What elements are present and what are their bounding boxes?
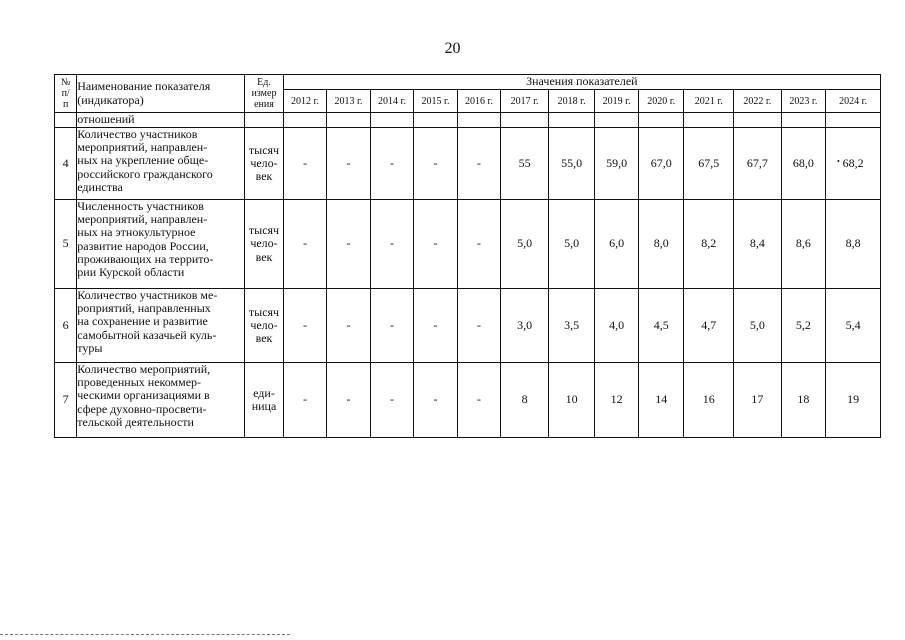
value-cell: -: [327, 289, 371, 363]
value-cell: -: [283, 128, 327, 200]
table-row: [55, 363, 881, 438]
value-cell: 5,2: [781, 289, 826, 363]
header-indicator-name: Наименование показателя (индикатора): [77, 75, 245, 113]
value-cell: 5,0: [501, 200, 549, 289]
value-cell: 18: [781, 363, 826, 438]
scan-edge-line: [0, 634, 290, 636]
empty-cell: [548, 113, 595, 128]
empty-cell: [684, 113, 734, 128]
row-number: 5: [55, 200, 77, 289]
empty-cell: [734, 113, 782, 128]
header-number: [55, 75, 77, 113]
indicator-name-line: мероприятий, направлен-: [77, 140, 208, 155]
indicator-name: [77, 363, 245, 438]
unit-line: ница: [251, 399, 277, 413]
header-year: 2016 г.: [457, 90, 501, 113]
unit-line: век: [255, 169, 273, 184]
empty-cell: [501, 113, 549, 128]
row-number: 7: [55, 363, 77, 438]
value-cell: 3,0: [501, 289, 549, 363]
value-cell: 10: [548, 363, 595, 438]
unit-line: тысяч: [248, 304, 280, 319]
value-cell: 67,5: [684, 128, 734, 200]
row-number: [55, 113, 77, 128]
indicator-name: [77, 128, 245, 200]
value-cell: 17: [734, 363, 782, 438]
value-cell: 4,0: [595, 289, 639, 363]
value-cell: 5,0: [734, 289, 782, 363]
table-row: [55, 128, 881, 200]
header-year: 2023 г.: [781, 90, 826, 113]
header-year: 2021 г.: [684, 90, 734, 113]
header-number-line: п/: [61, 88, 70, 99]
unit-line: тысяч: [248, 142, 280, 157]
indicator-name-line: Численность участников: [77, 199, 204, 213]
table-row: [55, 289, 881, 363]
page-number: 20: [444, 40, 461, 57]
indicator-name: [77, 289, 245, 363]
header-year: 2014 г.: [370, 90, 414, 113]
value-cell: -: [370, 289, 414, 363]
unit-line: тысяч: [248, 223, 280, 238]
value-cell: -: [283, 289, 327, 363]
scan-mark: •: [837, 157, 840, 166]
value-cell: -: [327, 128, 371, 200]
header-row-top: [55, 75, 881, 90]
indicator-name-line: Количество мероприятий,: [77, 362, 211, 376]
indicator-name-line: сфере духовно-просвети-: [77, 401, 207, 416]
value-cell: 4,7: [684, 289, 734, 363]
value-cell: -: [457, 128, 501, 200]
value-cell: -: [327, 200, 371, 289]
header-year: 2024 г.: [826, 90, 881, 113]
value-cell: 8,4: [734, 200, 782, 289]
value-cell: 4,5: [638, 289, 684, 363]
empty-cell: [638, 113, 684, 128]
unit-cell: [245, 128, 283, 200]
indicator-name-line: Количество участников ме-: [77, 288, 218, 302]
indicator-name-line: рии Курской области: [77, 264, 185, 279]
header-unit-line: Ед.: [257, 77, 271, 88]
value-cell: 59,0: [595, 128, 639, 200]
unit-line: еди-: [253, 385, 275, 400]
value-cell: -: [283, 363, 327, 438]
header-year: 2018 г.: [548, 90, 595, 113]
value-cell: 6,0: [595, 200, 639, 289]
header-unit-line: ения: [254, 99, 274, 110]
value-cell: 3,5: [548, 289, 595, 363]
value-cell: 55: [501, 128, 549, 200]
header-year: 2022 г.: [734, 90, 782, 113]
indicator-name-line: российского гражданского: [77, 166, 213, 181]
empty-cell: [245, 113, 283, 128]
value-cell: 55,0: [548, 128, 595, 200]
value-cell: 16: [684, 363, 734, 438]
value-cell: -: [414, 200, 458, 289]
value-cell: -: [414, 289, 458, 363]
value-cell: 67,7: [734, 128, 782, 200]
indicator-name-line: проведенных некоммер-: [77, 375, 202, 390]
value-cell: 5,4: [826, 289, 881, 363]
header-year: 2017 г.: [501, 90, 549, 113]
header-year: 2013 г.: [327, 90, 371, 113]
header-year: 2020 г.: [638, 90, 684, 113]
unit-line: век: [255, 331, 273, 346]
value-cell: -: [370, 363, 414, 438]
empty-cell: [370, 113, 414, 128]
value-cell: -: [457, 363, 501, 438]
indicator-name-line: туры: [77, 340, 103, 355]
header-values-title: Значения показателей: [283, 75, 880, 90]
unit-line: чело-: [250, 317, 278, 332]
value-cell: 8,0: [638, 200, 684, 289]
indicator-name-line: мероприятий, направлен-: [77, 212, 208, 227]
indicator-name-line: Количество участников: [77, 127, 198, 141]
indicator-name-line: единства: [77, 179, 123, 194]
value-cell: 5,0: [548, 200, 595, 289]
value-cell: -: [457, 289, 501, 363]
header-year: 2015 г.: [414, 90, 458, 113]
empty-cell: [283, 113, 327, 128]
empty-cell: [414, 113, 458, 128]
indicator-name: [77, 200, 245, 289]
value-cell: -: [283, 200, 327, 289]
indicator-name-line: роприятий, направленных: [77, 301, 211, 316]
value-cell: 19: [826, 363, 881, 438]
value-cell: -: [414, 128, 458, 200]
value-cell: -: [414, 363, 458, 438]
value-cell: 68,2: [826, 128, 881, 200]
value-cell: -: [457, 200, 501, 289]
unit-line: чело-: [250, 236, 278, 251]
empty-cell: [457, 113, 501, 128]
unit-line: век: [255, 249, 273, 264]
indicator-name-line: ных на укрепление обще-: [77, 153, 209, 168]
indicator-name-line: ных на этнокультурное: [77, 225, 196, 240]
row-number: 6: [55, 289, 77, 363]
value-cell: 8,8: [826, 200, 881, 289]
continuation-row: [55, 113, 881, 128]
header-number-line: п: [62, 99, 69, 110]
empty-cell: [327, 113, 371, 128]
indicators-table: [54, 74, 881, 438]
indicator-name-line: проживающих на террито-: [77, 251, 214, 266]
value-cell: 8,2: [684, 200, 734, 289]
continuation-text: отношений: [77, 113, 245, 128]
header-year: 2012 г.: [283, 90, 327, 113]
unit-line: чело-: [250, 155, 278, 170]
unit-cell: [245, 200, 283, 289]
header-unit-line: измер: [251, 88, 277, 99]
value-cell: 8,6: [781, 200, 826, 289]
value-cell: -: [370, 128, 414, 200]
header-unit: [245, 75, 283, 113]
header-year: 2019 г.: [595, 90, 639, 113]
value-cell: -: [370, 200, 414, 289]
value-cell: 8: [501, 363, 549, 438]
value-cell: -: [327, 363, 371, 438]
row-number: 4: [55, 128, 77, 200]
indicator-name-line: развитие народов России,: [77, 238, 209, 253]
value-cell: 12: [595, 363, 639, 438]
empty-cell: [826, 113, 881, 128]
unit-cell: [245, 289, 283, 363]
value-cell: 67,0: [638, 128, 684, 200]
value-cell: 14: [638, 363, 684, 438]
indicator-name-line: тельской деятельности: [77, 414, 194, 429]
value-cell: 68,0: [781, 128, 826, 200]
header-number-line: №: [60, 77, 71, 88]
indicator-name-line: на сохранение и развитие: [77, 314, 208, 329]
empty-cell: [595, 113, 639, 128]
unit-cell: [245, 363, 283, 438]
indicator-name-line: ческими организациями в: [77, 388, 210, 403]
empty-cell: [781, 113, 826, 128]
table-row: [55, 200, 881, 289]
indicator-name-line: самобытной казачьей куль-: [77, 327, 217, 342]
